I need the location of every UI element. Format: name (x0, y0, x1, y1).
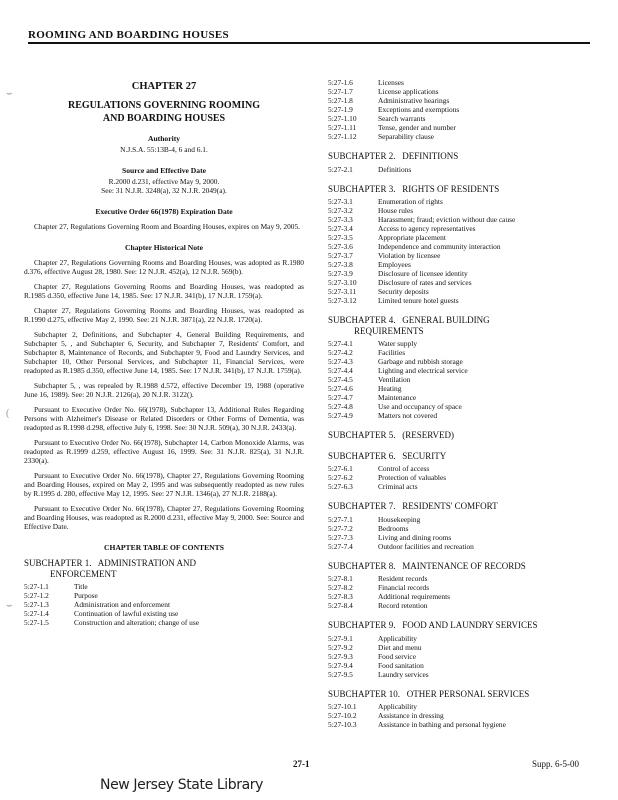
toc-entry-title: Heating (378, 384, 402, 393)
toc-entry-number: 5:27-4.1 (328, 339, 353, 348)
toc-entry-title: Title (74, 582, 88, 591)
toc-continued-entries (328, 78, 596, 141)
toc-entry-title: Garbage and rubbish storage (378, 357, 463, 366)
toc-entry-number: 5:27-9.5 (328, 669, 353, 679)
toc-entry-title: Exceptions and exemptions (378, 105, 460, 114)
toc-entry-number: 5:27-3.5 (328, 233, 353, 242)
toc-entry-title: Assistance in bathing and personal hygiene (378, 720, 506, 729)
toc-entry-number: 5:27-4.7 (328, 393, 353, 402)
page-number: 27-1 (293, 759, 310, 769)
subchapter-heading-line: SUBCHAPTER 1. ADMINISTRATION AND (24, 558, 197, 568)
subchapter-heading (328, 315, 596, 336)
toc-entry-title: Disclosure of rates and services (378, 278, 472, 287)
toc-entry-number: 5:27-3.1 (328, 197, 353, 206)
toc-entry (328, 601, 596, 610)
toc-entry-title: House rules (378, 206, 414, 215)
toc-entry-number: 5:27-1.6 (328, 78, 353, 87)
scan-mark: ⌣ (6, 600, 13, 611)
toc-entry-number: 5:27-7.4 (328, 541, 353, 551)
toc-entry-title: Licenses (378, 78, 404, 87)
toc-entry (328, 634, 596, 643)
toc-entry (328, 206, 596, 215)
toc-entry-title: Laundry services (378, 669, 429, 679)
toc-entry (328, 242, 596, 251)
toc-entry-title: Ventilation (378, 375, 411, 384)
toc-entry (328, 96, 596, 105)
toc-entry-number: 5:27-8.4 (328, 601, 353, 610)
toc-entry-title: Access to agency representatives (378, 224, 476, 233)
toc-entry-number: 5:27-1.12 (328, 132, 357, 141)
toc-list (328, 702, 596, 729)
toc-entry (328, 375, 596, 384)
subchapter-heading-line: SUBCHAPTER 4. GENERAL BUILDING (328, 315, 490, 325)
toc-entry-number: 5:27-3.11 (328, 287, 357, 296)
toc-entry-number: 5:27-1.4 (24, 609, 49, 618)
toc-list (328, 515, 596, 551)
toc-entry-title: Record retention (378, 601, 428, 610)
toc-entry (328, 260, 596, 269)
toc-entry-number: 5:27-1.9 (328, 105, 353, 114)
toc-entry-title: Protection of valuables (378, 473, 447, 482)
toc-entry-title: Housekeeping (378, 514, 421, 524)
toc-entry-title: Applicability (378, 633, 417, 643)
subchapter-heading-line: REQUIREMENTS (354, 325, 424, 336)
toc-entry-title: Living and dining rooms (378, 532, 452, 542)
toc-entry-number: 5:27-1.3 (24, 600, 49, 609)
toc-entry (328, 482, 596, 491)
toc-entry-number: 5:27-6.1 (328, 464, 353, 473)
toc-entry-number: 5:27-3.4 (328, 224, 353, 233)
toc-entry-number: 5:27-9.1 (328, 633, 353, 643)
toc-heading: CHAPTER TABLE OF CONTENTS (104, 543, 224, 552)
toc-entry-title: Appropriate placement (378, 233, 446, 242)
toc-list (328, 339, 596, 420)
history-paragraph: Subchapter 2, Definitions, and Subchapter 4, General Building Requirements, and Subchapter 5, , and Subchapter 6, Security, and Subchapter 7, Residents' Comfort, and Subchapter 8, Maintenance of Records, and Subchapter 9, Food and Laundry Services, and Subchapter 10, Other Personal Services, and Subchapter 11, Financial Services, were readopted as R.1985 d.350, effective June 14, 1985. See: 17 N.J.R. 341(b), 17 N.J.R. 1759(a). (24, 330, 304, 375)
toc-entry-title: Purpose (74, 591, 98, 600)
toc-entry-number: 5:27-3.3 (328, 215, 353, 224)
toc-entry (328, 542, 596, 551)
source-line: R.2000 d.231, effective May 9, 2000. (108, 177, 220, 186)
subchapter-heading (24, 558, 304, 579)
toc-entry-number: 5:27-3.8 (328, 260, 353, 269)
toc-entry (328, 233, 596, 242)
toc-entry (328, 411, 596, 420)
toc-entry-number: 5:27-4.8 (328, 402, 353, 411)
toc-entry-title: Limited tenure hotel guests (378, 296, 459, 305)
toc-entry-number: 5:27-3.2 (328, 206, 353, 215)
toc-entry-title: Maintenance (378, 393, 417, 402)
toc-entry-number: 5:27-3.7 (328, 251, 353, 260)
subchapter-heading-line: SUBCHAPTER 10. OTHER PERSONAL SERVICES (328, 688, 530, 699)
toc-entry-number: 5:27-3.12 (328, 296, 357, 305)
toc-entry (328, 533, 596, 542)
toc-entry (328, 87, 596, 96)
toc-entry-title: License applications (378, 87, 439, 96)
toc-entry-title: Security deposits (378, 287, 429, 296)
toc-entry-number: 5:27-8.2 (328, 583, 353, 592)
toc-entry (328, 251, 596, 260)
toc-entry-number: 5:27-1.5 (24, 618, 49, 627)
toc-entry-title: Lighting and electrical service (378, 366, 468, 375)
toc-entry-number: 5:27-4.6 (328, 384, 353, 393)
toc-entry (328, 524, 596, 533)
supplement-date: Supp. 6-5-00 (532, 759, 579, 769)
toc-entry (328, 197, 596, 206)
toc-entry-title: Water supply (378, 339, 418, 348)
toc-entry (328, 592, 596, 601)
toc-entry (328, 661, 596, 670)
toc-entry-number: 5:27-6.3 (328, 482, 353, 491)
library-stamp: New Jersey State Library (100, 777, 263, 793)
toc-entry-number: 5:27-10.2 (328, 711, 357, 720)
toc-entry (328, 473, 596, 482)
toc-list (24, 582, 304, 627)
toc-entry-number: 5:27-7.2 (328, 523, 353, 533)
subchapter-heading (328, 430, 596, 441)
subchapter-heading-line: SUBCHAPTER 3. RIGHTS OF RESIDENTS (328, 183, 500, 194)
toc-entry-title: Separability clause (378, 132, 435, 141)
toc-entry-number: 5:27-3.10 (328, 278, 357, 287)
subchapter-heading-line: SUBCHAPTER 2. DEFINITIONS (328, 151, 459, 161)
toc-list (328, 574, 596, 610)
toc-entry-title: Criminal acts (378, 482, 418, 491)
toc-entry-title: Independence and community interaction (378, 242, 501, 251)
toc-entry-number: 5:27-6.2 (328, 473, 353, 482)
authority-text: N.J.S.A. 55:13B-4, 6 and 6.1. (120, 145, 208, 154)
toc-entry (328, 269, 596, 278)
toc-entry-number: 5:27-10.1 (328, 702, 357, 711)
toc-entry-title: Violation by licensee (378, 251, 441, 260)
toc-entry-number: 5:27-8.3 (328, 592, 353, 601)
toc-entry (328, 464, 596, 473)
toc-entry-title: Use and occupancy of space (378, 402, 462, 411)
history-heading: Chapter Historical Note (125, 243, 203, 252)
history-paragraph: Chapter 27, Regulations Governing Rooms and Boarding Houses, was adopted as R.1980 d.376, effective August 28, 1980. See: 12 N.J.R. 452(a), 12 N.J.R. 569(b). (24, 258, 304, 276)
history-paragraph: Chapter 27, Regulations Governing Rooms and Boarding Houses, was readopted as R.1990 d.275, effective May 2, 1990. See: 21 N.J.R. 3871(a), 22 N.J.R. 1720(a). (24, 306, 304, 324)
toc-entry-number: 5:27-2.1 (328, 164, 353, 174)
toc-entry (24, 618, 304, 627)
toc-entry-title: Tense, gender and number (378, 123, 456, 132)
toc-entry-number: 5:27-7.3 (328, 532, 353, 542)
toc-entry-title: Assistance in dressing (378, 711, 444, 720)
toc-entry-title: Disclosure of licensee identity (378, 269, 468, 278)
toc-entry-title: Continuation of lawful existing use (74, 609, 179, 618)
subchapter-heading-line: SUBCHAPTER 5. (RESERVED) (328, 430, 455, 440)
toc-entry (328, 515, 596, 524)
toc-left (24, 558, 304, 627)
subchapter-heading-line: ENFORCEMENT (50, 568, 117, 579)
toc-entry (328, 123, 596, 132)
subchapter-heading (328, 620, 596, 631)
toc-entry (328, 287, 596, 296)
source-heading: Source and Effective Date (121, 166, 206, 175)
toc-entry-title: Food sanitation (378, 660, 424, 670)
toc-entry-title: Matters not covered (378, 411, 438, 420)
toc-entry (328, 711, 596, 720)
toc-entry (328, 165, 596, 174)
subchapter-heading (328, 501, 596, 512)
subchapter-heading (328, 184, 596, 195)
toc-list (328, 165, 596, 174)
chapter-title-line: REGULATIONS GOVERNING ROOMING (67, 100, 261, 111)
toc-entry (328, 132, 596, 141)
authority-heading: Authority (147, 134, 181, 143)
toc-entry (328, 402, 596, 411)
subchapter-heading-line: SUBCHAPTER 7. RESIDENTS' COMFORT (328, 501, 498, 511)
toc-entry-number: 5:27-3.6 (328, 242, 353, 251)
subchapter-heading (328, 151, 596, 162)
toc-entry-title: Search warrants (378, 114, 426, 123)
toc-entry-number: 5:27-4.4 (328, 366, 353, 375)
toc-entry-number: 5:27-9.4 (328, 660, 353, 670)
toc-entry-number: 5:27-7.1 (328, 514, 353, 524)
chapter-number: CHAPTER 27 (131, 81, 197, 92)
toc-entry-number: 5:27-3.9 (328, 269, 353, 278)
toc-entry (328, 348, 596, 357)
toc-entry-title: Financial records (378, 583, 430, 592)
toc-entry-title: Employees (378, 260, 411, 269)
history-paragraph: Chapter 27, Regulations Governing Rooms and Boarding Houses, was readopted as R.1985 d.350, effective June 14, 1985. See: 17 N.J.R. 341(b), 17 N.J.R. 1759(a). (24, 282, 304, 300)
toc-entry (328, 105, 596, 114)
toc-entry-title: Outdoor facilities and recreation (378, 541, 474, 551)
source-line: See: 31 N.J.R. 3248(a), 32 N.J.R. 2049(a). (101, 186, 227, 195)
toc-entry (328, 278, 596, 287)
toc-entry-title: Construction and alteration; change of use (74, 618, 199, 627)
toc-entry-title: Bedrooms (378, 523, 409, 533)
history-paragraph: Pursuant to Executive Order No. 66(1978), Chapter 27, Regulations Governing Rooming and Boarding Houses, expired on May 2, 1995 and was subsequently readopted as new rules by R.1995 d. 280, effective May 12, 1995. See: 27 N.J.R. 1346(a), 27 N.J.R. 2188(a). (24, 471, 304, 498)
history-paragraph: Pursuant to Executive Order No. 66(1978), Subchapter 14, Carbon Monoxide Alarms, was readopted as R.1999 d.259, effective August 16, 1999. See: 31 N.J.R. 825(a), 31 N.J.R. 2330(a). (24, 438, 304, 465)
toc-entry (328, 583, 596, 592)
toc-entry (328, 384, 596, 393)
toc-entry-number: 5:27-1.10 (328, 114, 357, 123)
toc-entry (328, 366, 596, 375)
executive-order-text: Chapter 27, Regulations Governing Room and Boarding Houses, expires on May 9, 2005. (34, 222, 301, 231)
chapter-title (24, 99, 304, 125)
toc-entry (24, 582, 304, 591)
toc-entry-title: Enumeration of rights (378, 197, 443, 206)
toc-entry-title: Administrative hearings (378, 96, 450, 105)
toc-entry (328, 339, 596, 348)
scan-mark: ⌣ (6, 88, 13, 99)
toc-entry (328, 652, 596, 661)
toc-entry (328, 296, 596, 305)
right-column (328, 78, 596, 729)
toc-entry-title: Harassment; fraud; eviction without due cause (378, 215, 516, 224)
toc-entry-number: 5:27-1.11 (328, 123, 357, 132)
toc-entry-title: Administration and enforcement (74, 600, 171, 609)
toc-entry (328, 643, 596, 652)
toc-entry-title: Additional requirements (378, 592, 451, 601)
toc-entry (328, 393, 596, 402)
toc-entry-title: Food service (378, 651, 416, 661)
subchapter-heading-line: SUBCHAPTER 8. MAINTENANCE OF RECORDS (328, 560, 526, 571)
toc-entry-number: 5:27-4.9 (328, 411, 353, 420)
toc-entry-title: Control of access (378, 464, 430, 473)
toc-entry-title: Resident records (378, 574, 428, 583)
chapter-title-line: AND BOARDING HOUSES (102, 113, 226, 124)
toc-entry-number: 5:27-1.8 (328, 96, 353, 105)
toc-entry-number: 5:27-9.2 (328, 642, 353, 652)
toc-entry-number: 5:27-4.5 (328, 375, 353, 384)
toc-entry-title: Diet and menu (378, 642, 422, 652)
history-paragraph: Pursuant to Executive Order No. 66(1978), Chapter 27, Regulations Governing Rooming and Boarding Houses, was readopted as R.2000 d.231, effective May 9, 2000. See: Source and Effective Date. (24, 504, 304, 531)
toc-entry-title: Applicability (378, 702, 417, 711)
toc-list (328, 197, 596, 305)
executive-order-heading: Executive Order 66(1978) Expiration Date (95, 207, 233, 216)
toc-entry (24, 609, 304, 618)
toc-entry-number: 5:27-1.7 (328, 87, 353, 96)
left-column (24, 60, 304, 627)
toc-entry (328, 702, 596, 711)
toc-entry (328, 215, 596, 224)
toc-entry-title: Definitions (378, 164, 412, 174)
toc-entry-number: 5:27-9.3 (328, 651, 353, 661)
scan-mark: ( (6, 408, 10, 419)
toc-entry (328, 114, 596, 123)
header-rule (28, 42, 590, 44)
toc-entry-number: 5:27-1.1 (24, 582, 49, 591)
toc-right (328, 151, 596, 729)
history-paragraph: Pursuant to Executive Order No. 66(1978), Subchapter 13, Additional Rules Regarding Persons with Alzheimer's Disease or Related Disorders or Other Forms of Dementia, was readopted as R.1998 d.298, effective July 6, 1998. See: 30 N.J.R. 509(a), 30 N.J.R. 2433(a). (24, 405, 304, 432)
toc-entry-number: 5:27-4.2 (328, 348, 353, 357)
subchapter-heading-line: SUBCHAPTER 9. FOOD AND LAUNDRY SERVICES (328, 620, 538, 630)
toc-entry (328, 224, 596, 233)
toc-entry-number: 5:27-8.1 (328, 574, 353, 583)
toc-entry (24, 591, 304, 600)
toc-entry-number: 5:27-4.3 (328, 357, 353, 366)
subchapter-heading-line: SUBCHAPTER 6. SECURITY (328, 450, 447, 461)
toc-entry-number: 5:27-1.2 (24, 591, 49, 600)
toc-entry (328, 720, 596, 729)
toc-entry (328, 670, 596, 679)
history-paragraph: Subchapter 5, , was repealed by R.1988 d.572, effective December 19, 1988 (operative June 16, 1989). See: 20 N.J.R. 2126(a), 20 N.J.R. 3122(). (24, 381, 304, 399)
toc-entry (328, 357, 596, 366)
toc-entry (328, 574, 596, 583)
toc-list (328, 464, 596, 491)
toc-entry (24, 600, 304, 609)
toc-entry (328, 78, 596, 87)
toc-entry-number: 5:27-10.3 (328, 720, 357, 729)
running-head: ROOMING AND BOARDING HOUSES (28, 29, 229, 41)
toc-entry-title: Facilities (378, 348, 406, 357)
subchapter-heading (328, 451, 596, 462)
subchapter-heading (328, 561, 596, 572)
toc-list (328, 634, 596, 679)
subchapter-heading (328, 689, 596, 700)
